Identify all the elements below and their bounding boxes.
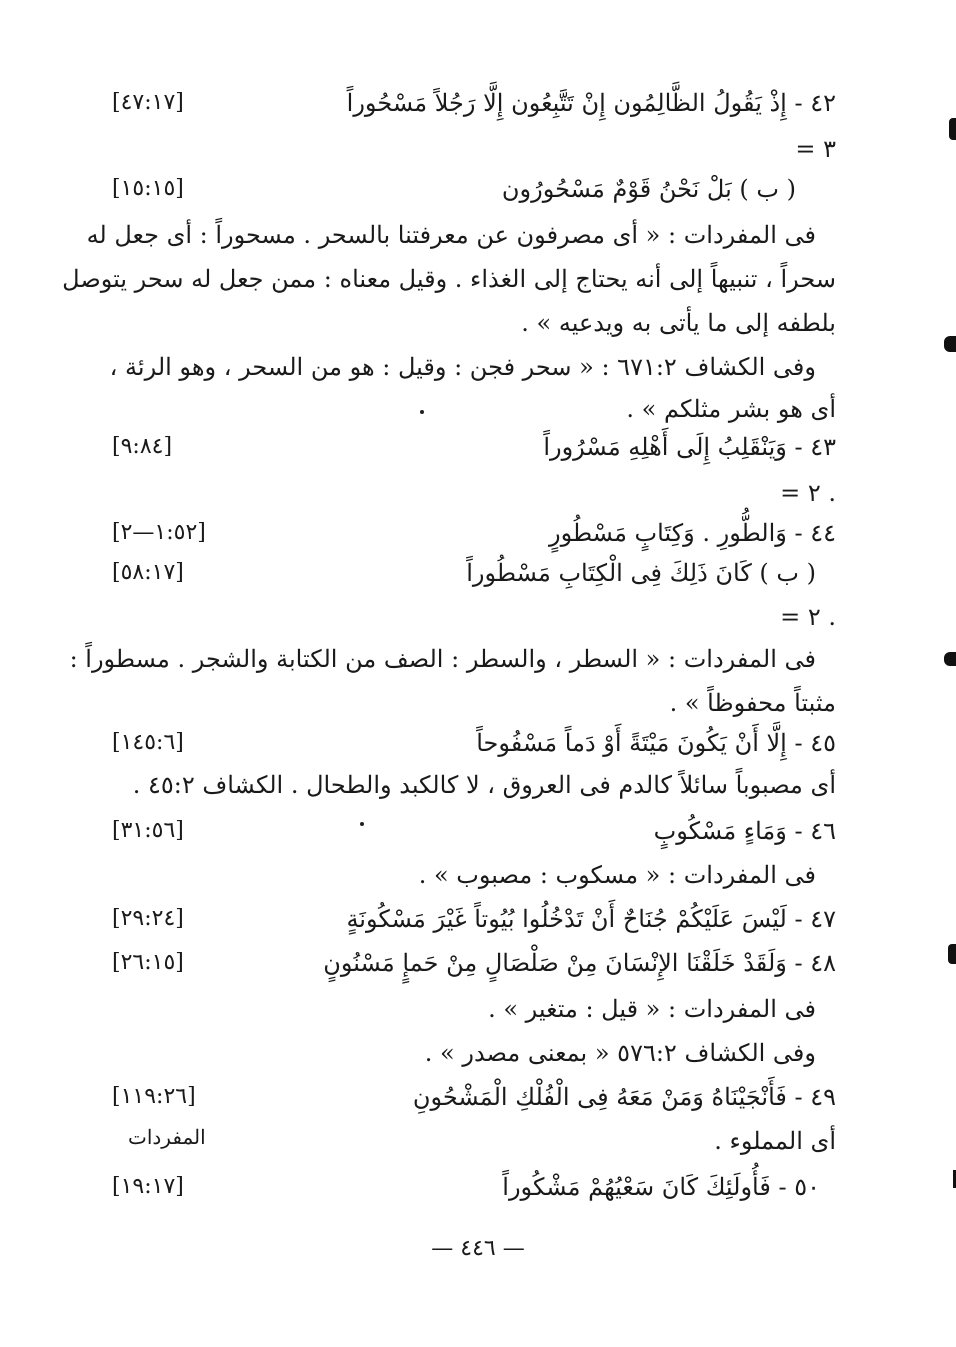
- commentary-line: مثبتاً محفوظاً » .: [669, 689, 836, 717]
- commentary-line: بلطفه إلى ما يأتى به ويدعيه » .: [521, 309, 836, 337]
- commentary-line: وفى الكشاف ٥٧٦:٢ « بمعنى مصدر » .: [424, 1039, 816, 1067]
- speck: [360, 822, 364, 826]
- entry-47-ref: [٢٩:٢٤]: [112, 906, 184, 931]
- entry-42-ref: [٤٧:١٧]: [112, 90, 184, 115]
- commentary-line: أى هو بشر مثلكم » .: [626, 395, 836, 423]
- commentary-line: أى المملوء .: [714, 1127, 836, 1155]
- entry-44b-ref: [٥٨:١٧]: [112, 560, 184, 585]
- entry-43-count: = ٢ .: [780, 479, 836, 507]
- margin-note: المفردات: [128, 1125, 206, 1149]
- entry-43-ref: [٩:٨٤]: [112, 434, 173, 459]
- entry-42-verse-b: ( ب ) بَلْ نَحْنُ قَوْمٌ مَسْحُورُون: [501, 175, 796, 203]
- scan-mark: [944, 652, 956, 666]
- entry-43-verse: ٤٣ - وَيَنْقَلِبُ إِلَى أَهْلِهِ مَسْرُوراً: [543, 433, 836, 461]
- entry-47-verse: ٤٧ - لَيْسَ عَلَيْكُمْ جُنَاحٌ أَنْ تَدْخُلُوا بُيُوتاً غَيْرَ مَسْكُونَةٍ: [346, 905, 836, 933]
- commentary-line: أى مصبوباً سائلاً كالدم فى العروق ، لا كالكبد والطحال . الكشاف ٤٥:٢ .: [132, 771, 836, 799]
- entry-44-ref: [١:٥٢—٢]: [112, 520, 206, 545]
- entry-44-verse-b: ( ب ) كَانَ ذَلِكَ فِى الْكِتَابِ مَسْطُوراً: [466, 559, 816, 587]
- commentary-line: فى المفردات : « قيل : متغير » .: [488, 995, 816, 1023]
- page-number: — ٤٤٦ —: [431, 1236, 525, 1261]
- entry-50-verse: ٥٠ - فَأُولَئِكَ كَانَ سَعْيُهُمْ مَشْكُوراً: [502, 1173, 820, 1201]
- entry-48-ref: [٢٦:١٥]: [112, 950, 184, 975]
- scan-mark: [949, 118, 956, 140]
- entry-45-verse: ٤٥ - إِلَّا أَنْ يَكُونَ مَيْتَةً أَوْ دَماً مَسْفُوحاً: [476, 729, 836, 757]
- entry-50-ref: [١٩:١٧]: [112, 1174, 184, 1199]
- commentary-line: فى المفردات : « السطر ، والسطر : الصف من الكتابة والشجر . مسطوراً :: [69, 645, 816, 673]
- scan-mark: [948, 944, 956, 964]
- entry-42-count: = ٣: [795, 135, 836, 163]
- commentary-line: سحراً ، تنبيهاً إلى أنه يحتاج إلى الغذاء . وقيل معناه : ممن جعل له سحر يتوصل: [62, 265, 836, 293]
- commentary-line: فى المفردات : « أى مصرفون عن معرفتنا بالسحر . مسحوراً : أى جعل له: [86, 221, 816, 249]
- commentary-line: وفى الكشاف ٦٧١:٢ : « سحر فجن : وقيل : هو من السحر ، وهو الرئة ،: [109, 353, 816, 381]
- entry-44-count: = ٢ .: [780, 603, 836, 631]
- entry-46-ref: [٣١:٥٦]: [112, 818, 184, 843]
- entry-49-ref: [١١٩:٢٦]: [112, 1084, 196, 1109]
- scan-mark: [944, 336, 956, 352]
- commentary-line: فى المفردات : « مسكوب : مصبوب » .: [418, 861, 816, 889]
- entry-42b-ref: [١٥:١٥]: [112, 176, 184, 201]
- entry-45-ref: [١٤٥:٦]: [112, 730, 184, 755]
- entry-48-verse: ٤٨ - وَلَقَدْ خَلَقْنَا الإِنْسَانَ مِنْ صَلْصَالٍ مِنْ حَمإٍ مَسْنُونٍ: [323, 949, 836, 977]
- entry-46-verse: ٤٦ - وَمَاءٍ مَسْكُوبٍ: [653, 817, 836, 845]
- speck: [420, 410, 424, 414]
- entry-49-verse: ٤٩ - فَأَنْجَيْنَاهُ وَمَنْ مَعَهُ فِى الْفُلْكِ الْمَشْحُونِ: [412, 1083, 836, 1111]
- entry-44-verse: ٤٤ - وَالطُّورِ . وَكِتَابٍ مَسْطُورٍ: [548, 519, 836, 547]
- entry-42-verse: ٤٢ - إِذْ يَقُولُ الظَّالِمُون إِنْ تَتَّبِعُون إِلَّا رَجُلاً مَسْحُوراً: [346, 89, 836, 117]
